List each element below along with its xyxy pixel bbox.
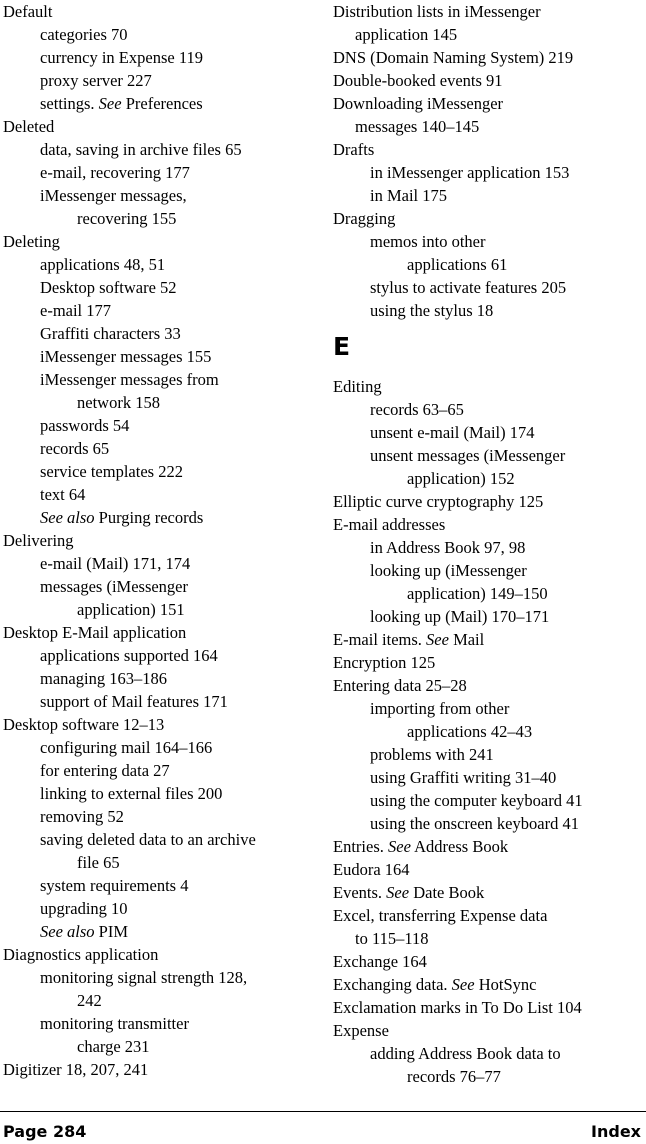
footer-section-title: Index: [591, 1122, 641, 1141]
index-entry-text: using the stylus 18: [370, 301, 494, 320]
index-entry: [333, 138, 644, 161]
index-entry-text: applications 48, 51: [40, 255, 166, 274]
see-reference: See: [451, 975, 475, 994]
index-entry-text: unsent e-mail (Mail) 174: [370, 423, 535, 442]
index-entry-text: categories 70: [40, 25, 128, 44]
index-entry-text: linking to external files 200: [40, 784, 223, 803]
index-entry-text: Excel, transferring Expense data: [333, 906, 548, 925]
index-entry-text: Deleting: [3, 232, 60, 251]
index-entry-text: in Address Book 97, 98: [370, 538, 526, 557]
index-entry-text: iMessenger messages 155: [40, 347, 212, 366]
index-entry-text: currency in Expense 119: [40, 48, 203, 67]
index-entry-text: iMessenger messages,: [40, 186, 187, 205]
index-entry: [333, 973, 644, 996]
index-entry-text: application) 149–150: [407, 584, 548, 603]
index-entry-text: Desktop E-Mail application: [3, 623, 187, 642]
index-entry-text: e-mail 177: [40, 301, 112, 320]
index-entry-text: importing from other: [370, 699, 510, 718]
index-subentry: [333, 766, 644, 789]
index-entry-text: recovering 155: [77, 209, 177, 228]
index-entry-text: memos into other: [370, 232, 486, 251]
index-entry: [3, 621, 313, 644]
index-subentry: [3, 69, 313, 92]
index-subentry: [3, 322, 313, 345]
index-subentry: [333, 115, 644, 138]
index-entry: [333, 996, 644, 1019]
index-column-right: [333, 0, 644, 1088]
index-subentry: [3, 414, 313, 437]
index-subentry: [3, 161, 313, 184]
index-entry-text: Events.: [333, 883, 387, 902]
index-subentry: [3, 46, 313, 69]
index-entry-text: 242: [77, 991, 102, 1010]
index-subentry: [333, 421, 644, 444]
index-subentry: [333, 697, 644, 720]
index-entry: [3, 529, 313, 552]
index-entry: [333, 0, 644, 23]
index-subentry: [3, 138, 313, 161]
index-entry-text: Desktop software 52: [40, 278, 177, 297]
see-target: HotSync: [474, 975, 537, 994]
index-entry-text: saving deleted data to an archive: [40, 830, 256, 849]
index-entry-text: Default: [3, 2, 53, 21]
index-subentry: [3, 345, 313, 368]
index-entry-text: application) 152: [407, 469, 515, 488]
index-subentry: [3, 782, 313, 805]
index-subentry: [3, 92, 313, 115]
index-entry-text: passwords 54: [40, 416, 130, 435]
index-entry: [3, 115, 313, 138]
index-entry: [333, 881, 644, 904]
index-entry-text: managing 163–186: [40, 669, 167, 688]
index-entry-text: network 158: [77, 393, 160, 412]
index-entry-text: using Graffiti writing 31–40: [370, 768, 557, 787]
index-entry: [333, 950, 644, 973]
index-subentry: [333, 812, 644, 835]
index-entry-text: settings.: [40, 94, 99, 113]
index-entry-text: records 76–77: [407, 1067, 501, 1086]
index-subentry: [3, 759, 313, 782]
index-entry-text: problems with 241: [370, 745, 494, 764]
index-subentry: [3, 897, 313, 920]
index-subentry: [3, 989, 313, 1012]
index-entry-text: messages (iMessenger: [40, 577, 189, 596]
index-subentry: [3, 736, 313, 759]
index-entry-text: for entering data 27: [40, 761, 170, 780]
index-subentry: [3, 1035, 313, 1058]
footer-divider: [0, 1111, 646, 1112]
index-entry-text: DNS (Domain Naming System) 219: [333, 48, 574, 67]
index-entry-text: looking up (Mail) 170–171: [370, 607, 550, 626]
index-entry-text: adding Address Book data to: [370, 1044, 561, 1063]
index-subentry: [3, 575, 313, 598]
index-entry-text: in iMessenger application 153: [370, 163, 570, 182]
index-entry-text: system requirements 4: [40, 876, 189, 895]
index-subentry: [3, 184, 313, 207]
index-subentry: [333, 230, 644, 253]
see-target: Date Book: [409, 883, 485, 902]
index-entry-text: Diagnostics application: [3, 945, 159, 964]
index-entry-text: records 65: [40, 439, 110, 458]
index-subentry: [333, 559, 644, 582]
index-entry-text: stylus to activate features 205: [370, 278, 567, 297]
index-subentry: [3, 598, 313, 621]
index-entry-text: removing 52: [40, 807, 124, 826]
index-entry-text: e-mail (Mail) 171, 174: [40, 554, 191, 573]
index-subentry: [333, 605, 644, 628]
index-entry-text: data, saving in archive files 65: [40, 140, 242, 159]
index-entry-text: monitoring signal strength 128,: [40, 968, 248, 987]
index-entry-text: E-mail addresses: [333, 515, 446, 534]
index-entry: [333, 490, 644, 513]
index-entry-text: using the computer keyboard 41: [370, 791, 583, 810]
index-subentry: [3, 805, 313, 828]
index-subentry: [3, 1012, 313, 1035]
see-reference: See also: [40, 508, 95, 527]
index-entry-text: in Mail 175: [370, 186, 447, 205]
index-subentry: [3, 920, 313, 943]
index-entry: [333, 1019, 644, 1042]
index-entry-text: applications supported 164: [40, 646, 218, 665]
see-target: Purging records: [94, 508, 204, 527]
index-entry-text: Graffiti characters 33: [40, 324, 181, 343]
index-subentry: [333, 927, 644, 950]
index-entry-text: Double-booked events 91: [333, 71, 503, 90]
index-entry-text: upgrading 10: [40, 899, 128, 918]
index-subentry: [333, 536, 644, 559]
index-entry-text: Entries.: [333, 837, 388, 856]
index-subentry: [3, 667, 313, 690]
index-entry: [333, 858, 644, 881]
index-entry: [333, 513, 644, 536]
index-entry-text: text 64: [40, 485, 86, 504]
index-subentry: [3, 460, 313, 483]
index-entry-text: Expense: [333, 1021, 389, 1040]
index-subentry: [3, 437, 313, 460]
index-entry: [333, 207, 644, 230]
index-entry: [333, 674, 644, 697]
index-entry: [333, 835, 644, 858]
index-entry: [3, 0, 313, 23]
index-entry: [333, 628, 644, 651]
see-reference: See: [98, 94, 122, 113]
see-target: Preferences: [121, 94, 203, 113]
index-subentry: [333, 276, 644, 299]
index-entry-text: looking up (iMessenger: [370, 561, 527, 580]
see-reference: See: [426, 630, 449, 649]
index-entry-text: Delivering: [3, 531, 74, 550]
index-entry-text: E-mail items.: [333, 630, 427, 649]
index-subentry: [333, 743, 644, 766]
index-entry-text: Encryption 125: [333, 653, 436, 672]
index-entry: [333, 69, 644, 92]
index-subentry: [3, 874, 313, 897]
index-entry-text: using the onscreen keyboard 41: [370, 814, 579, 833]
footer-page-number: Page 284: [3, 1122, 87, 1141]
index-entry-text: Dragging: [333, 209, 396, 228]
index-entry-text: charge 231: [77, 1037, 150, 1056]
index-subentry: [3, 207, 313, 230]
index-subentry: [3, 483, 313, 506]
index-entry-text: file 65: [77, 853, 120, 872]
index-entry-text: application) 151: [77, 600, 185, 619]
index-subentry: [333, 161, 644, 184]
index-entry-text: Desktop software 12–13: [3, 715, 165, 734]
index-entry: [3, 713, 313, 736]
index-subentry: [3, 966, 313, 989]
index-entry: [3, 230, 313, 253]
index-entry-text: applications 42–43: [407, 722, 533, 741]
index-entry-text: Elliptic curve cryptography 125: [333, 492, 544, 511]
index-entry-text: Editing: [333, 377, 382, 396]
index-subentry: [3, 253, 313, 276]
see-target: Mail: [448, 630, 485, 649]
index-entry-text: application 145: [355, 25, 458, 44]
index-subentry: [3, 690, 313, 713]
see-target: Address Book: [410, 837, 509, 856]
index-entry-text: to 115–118: [355, 929, 429, 948]
see-reference: See: [386, 883, 410, 902]
index-entry-text: records 63–65: [370, 400, 464, 419]
index-subentry: [3, 23, 313, 46]
index-entry: [333, 92, 644, 115]
index-entry-text: Digitizer 18, 207, 241: [3, 1060, 149, 1079]
section-letter-heading: E: [333, 332, 351, 361]
index-entry-text: Drafts: [333, 140, 375, 159]
index-entry-text: support of Mail features 171: [40, 692, 228, 711]
index-subentry: [3, 552, 313, 575]
index-entry: [333, 46, 644, 69]
index-entry: [3, 1058, 313, 1081]
index-entry-text: applications 61: [407, 255, 508, 274]
index-entry: [333, 651, 644, 674]
index-entry: [333, 904, 644, 927]
index-subentry: [3, 828, 313, 851]
index-entry: [333, 375, 644, 398]
index-subentry: [333, 253, 644, 276]
index-subentry: [3, 644, 313, 667]
index-entry-text: monitoring transmitter: [40, 1014, 189, 1033]
index-group-e: [333, 375, 644, 1088]
index-entry-text: Downloading iMessenger: [333, 94, 504, 113]
index-entry-text: messages 140–145: [355, 117, 480, 136]
index-subentry: [333, 23, 644, 46]
index-entry-text: configuring mail 164–166: [40, 738, 213, 757]
index-entry-text: e-mail, recovering 177: [40, 163, 190, 182]
index-column-left: [3, 0, 313, 1081]
index-group-d: [333, 0, 644, 322]
index-subentry: [333, 720, 644, 743]
index-entry-text: Exchange 164: [333, 952, 427, 971]
index-entry-text: Eudora 164: [333, 860, 410, 879]
index-subentry: [333, 398, 644, 421]
see-reference: See also: [40, 922, 95, 941]
index-subentry: [3, 391, 313, 414]
index-entry-text: proxy server 227: [40, 71, 152, 90]
index-subentry: [333, 299, 644, 322]
index-subentry: [333, 184, 644, 207]
index-subentry: [333, 582, 644, 605]
index-subentry: [3, 299, 313, 322]
index-entry-text: service templates 222: [40, 462, 183, 481]
see-target: PIM: [94, 922, 128, 941]
index-subentry: [3, 851, 313, 874]
index-entry-text: unsent messages (iMessenger: [370, 446, 566, 465]
index-entry: [3, 943, 313, 966]
index-entry-text: Distribution lists in iMessenger: [333, 2, 541, 21]
index-subentry: [333, 467, 644, 490]
index-subentry: [3, 368, 313, 391]
index-entry-text: Deleted: [3, 117, 55, 136]
index-subentry: [333, 444, 644, 467]
index-subentry: [333, 789, 644, 812]
index-subentry: [333, 1065, 644, 1088]
index-subentry: [3, 276, 313, 299]
index-entry-text: Exchanging data.: [333, 975, 452, 994]
index-subentry: [3, 506, 313, 529]
index-entry-text: iMessenger messages from: [40, 370, 219, 389]
index-entry-text: Exclamation marks in To Do List 104: [333, 998, 582, 1017]
see-reference: See: [388, 837, 411, 856]
index-entry-text: Entering data 25–28: [333, 676, 467, 695]
index-subentry: [333, 1042, 644, 1065]
